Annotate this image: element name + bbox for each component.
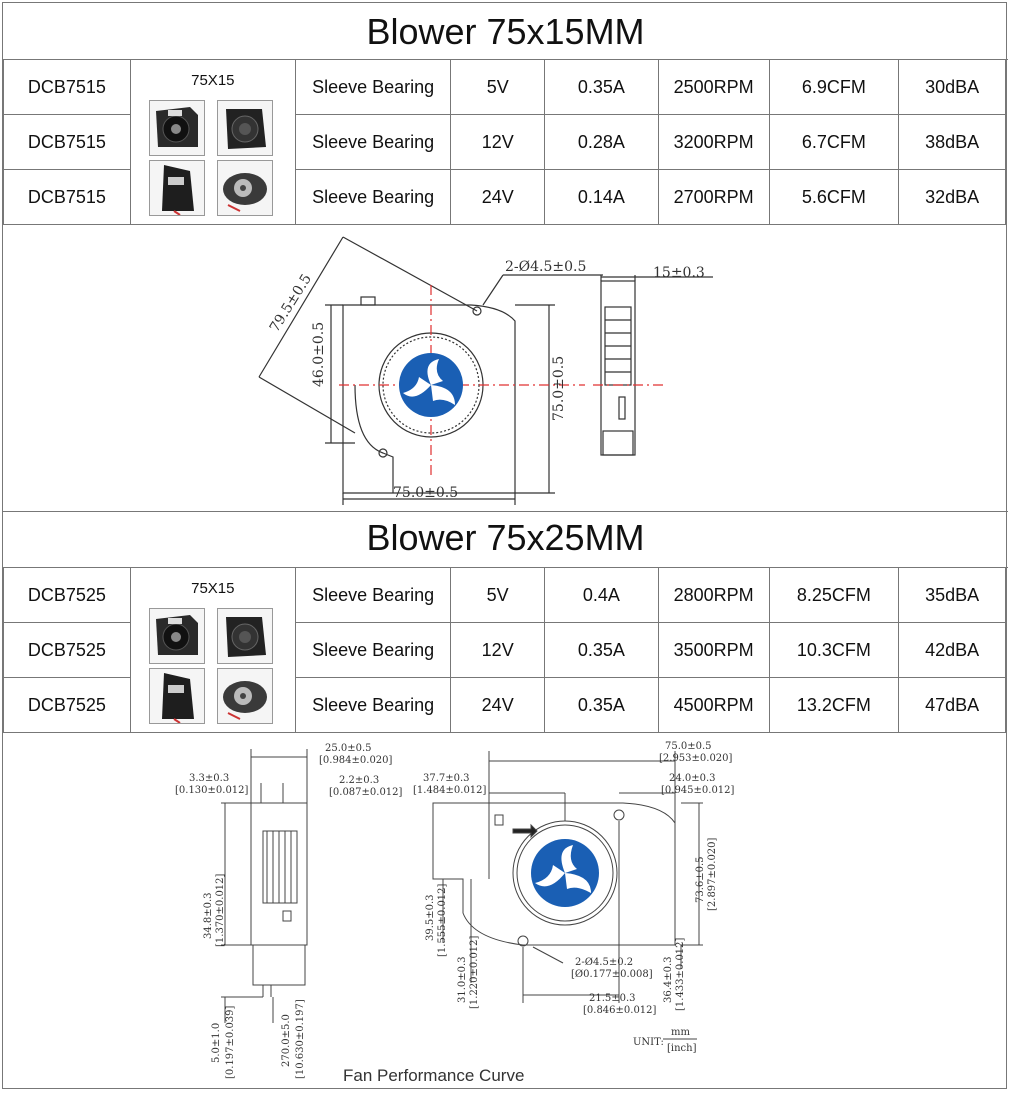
unit-label: UNIT:	[633, 1037, 664, 1048]
unit-inch: [inch]	[667, 1043, 697, 1054]
current-cell: 0.4A	[545, 568, 659, 623]
noise-cell: 35dBA	[899, 568, 1006, 623]
current-cell: 0.35A	[545, 678, 659, 733]
product-image-cell	[130, 568, 295, 733]
dim-lead-length-mm: 270.0±5.0	[281, 1014, 292, 1067]
dim-depth-mm: 25.0±0.5	[325, 743, 372, 754]
speed-cell: 2700RPM	[658, 170, 769, 225]
dim-side-height-in: [1.370±0.012]	[215, 873, 226, 947]
dim-outlet-mm: 31.0±0.3	[457, 956, 468, 1003]
model-cell: DCB7525	[4, 568, 131, 623]
model-cell: DCB7515	[4, 115, 131, 170]
blower-photo-side	[149, 668, 205, 724]
dim-lead-strip-in: [0.197±0.039]	[225, 1005, 236, 1079]
airflow-cell: 13.2CFM	[769, 678, 899, 733]
airflow-cell: 8.25CFM	[769, 568, 899, 623]
section2-dimension-drawing	[3, 733, 1008, 1089]
dim-height-mm: 73.6±0.5	[695, 856, 706, 903]
dim-height-in: [2.897±0.020]	[707, 837, 718, 911]
table-row	[4, 60, 1006, 115]
voltage-cell: 24V	[451, 678, 545, 733]
blower-photo-front	[149, 608, 205, 664]
dim-hole-y-mm: 36.4±0.3	[663, 956, 674, 1003]
divider	[3, 511, 1008, 512]
noise-cell: 42dBA	[899, 623, 1006, 678]
current-cell: 0.35A	[545, 623, 659, 678]
dim-outlet-in: [1.220±0.012]	[469, 935, 480, 1009]
dim-width: 75.0±0.5	[393, 485, 459, 501]
dim-gap-in: [0.087±0.012]	[329, 787, 403, 798]
dim-hole-x-mm: 24.0±0.3	[669, 773, 716, 784]
airflow-cell: 6.7CFM	[769, 115, 899, 170]
current-cell: 0.14A	[545, 170, 659, 225]
bearing-cell: Sleeve Bearing	[295, 678, 451, 733]
dim-offset-in: [0.130±0.012]	[175, 785, 249, 796]
blower-photo-back	[217, 100, 273, 156]
section1-title: Blower 75x15MM	[366, 11, 645, 52]
dim-center-x-in: [1.484±0.012]	[413, 785, 487, 796]
dim-center-y-in: [1.555±0.012]	[437, 883, 448, 957]
image-label: 75X15	[191, 72, 235, 89]
spec-sheet	[2, 2, 1007, 1089]
bearing-cell: Sleeve Bearing	[295, 623, 451, 678]
dim-width-mm: 75.0±0.5	[665, 741, 712, 752]
bearing-cell: Sleeve Bearing	[295, 115, 451, 170]
noise-cell: 30dBA	[899, 60, 1006, 115]
blower-photo-top	[217, 668, 273, 724]
dim-gap-mm: 2.2±0.3	[339, 775, 380, 786]
image-label: 75X15	[191, 580, 235, 597]
product-image-cell	[130, 60, 295, 225]
dim-diagonal: 79.5±0.5	[266, 271, 315, 336]
bearing-cell: Sleeve Bearing	[295, 568, 451, 623]
model-cell: DCB7515	[4, 60, 131, 115]
section1-dimension-drawing	[3, 225, 1008, 511]
fan-logo-icon	[399, 353, 463, 417]
table-row	[4, 568, 1006, 623]
section1-spec-table	[3, 59, 1006, 225]
airflow-cell: 10.3CFM	[769, 623, 899, 678]
unit-mm: mm	[671, 1027, 690, 1038]
dim-side-height-mm: 34.8±0.3	[203, 892, 214, 939]
blower-photo-back	[217, 608, 273, 664]
current-cell: 0.28A	[545, 115, 659, 170]
dim-outlet: 46.0±0.5	[311, 321, 327, 387]
fan-performance-curve-title: Fan Performance Curve	[343, 1066, 525, 1085]
voltage-cell: 24V	[451, 170, 545, 225]
model-cell: DCB7525	[4, 678, 131, 733]
bearing-cell: Sleeve Bearing	[295, 60, 451, 115]
section2-title: Blower 75x25MM	[366, 517, 645, 558]
dim-hole: 2-Ø4.5±0.5	[505, 259, 587, 275]
airflow-cell: 5.6CFM	[769, 170, 899, 225]
speed-cell: 2500RPM	[658, 60, 769, 115]
speed-cell: 4500RPM	[658, 678, 769, 733]
dim-hole-y-in: [1.433±0.012]	[675, 937, 686, 1011]
blower-photo-top	[217, 160, 273, 216]
dim-hole-spacing-in: [0.846±0.012]	[583, 1005, 657, 1016]
dim-center-y-mm: 39.5±0.3	[425, 894, 436, 941]
dim-width-in: [2.953±0.020]	[659, 753, 733, 764]
dim-hole-in: [Ø0.177±0.008]	[571, 969, 653, 980]
speed-cell: 2800RPM	[658, 568, 769, 623]
dim-offset-mm: 3.3±0.3	[189, 773, 230, 784]
airflow-cell: 6.9CFM	[769, 60, 899, 115]
voltage-cell: 5V	[451, 568, 545, 623]
dim-depth-in: [0.984±0.020]	[319, 755, 393, 766]
voltage-cell: 5V	[451, 60, 545, 115]
dim-hole-spacing-mm: 21.5±0.3	[589, 993, 636, 1004]
speed-cell: 3500RPM	[658, 623, 769, 678]
model-cell: DCB7525	[4, 623, 131, 678]
dim-hole-mm: 2-Ø4.5±0.2	[575, 957, 634, 968]
noise-cell: 47dBA	[899, 678, 1006, 733]
blower-photo-front	[149, 100, 205, 156]
dim-height: 75.0±0.5	[551, 355, 567, 421]
noise-cell: 32dBA	[899, 170, 1006, 225]
section2-spec-table	[3, 567, 1006, 733]
dim-lead-length-in: [10.630±0.197]	[295, 999, 306, 1079]
noise-cell: 38dBA	[899, 115, 1006, 170]
dim-center-x-mm: 37.7±0.3	[423, 773, 470, 784]
voltage-cell: 12V	[451, 623, 545, 678]
bearing-cell: Sleeve Bearing	[295, 170, 451, 225]
fan-logo-icon	[531, 839, 599, 907]
speed-cell: 3200RPM	[658, 115, 769, 170]
model-cell: DCB7515	[4, 170, 131, 225]
current-cell: 0.35A	[545, 60, 659, 115]
voltage-cell: 12V	[451, 115, 545, 170]
dim-lead-strip-mm: 5.0±1.0	[211, 1022, 222, 1063]
dim-thickness: 15±0.3	[653, 265, 705, 281]
blower-photo-side	[149, 160, 205, 216]
dim-hole-x-in: [0.945±0.012]	[661, 785, 735, 796]
